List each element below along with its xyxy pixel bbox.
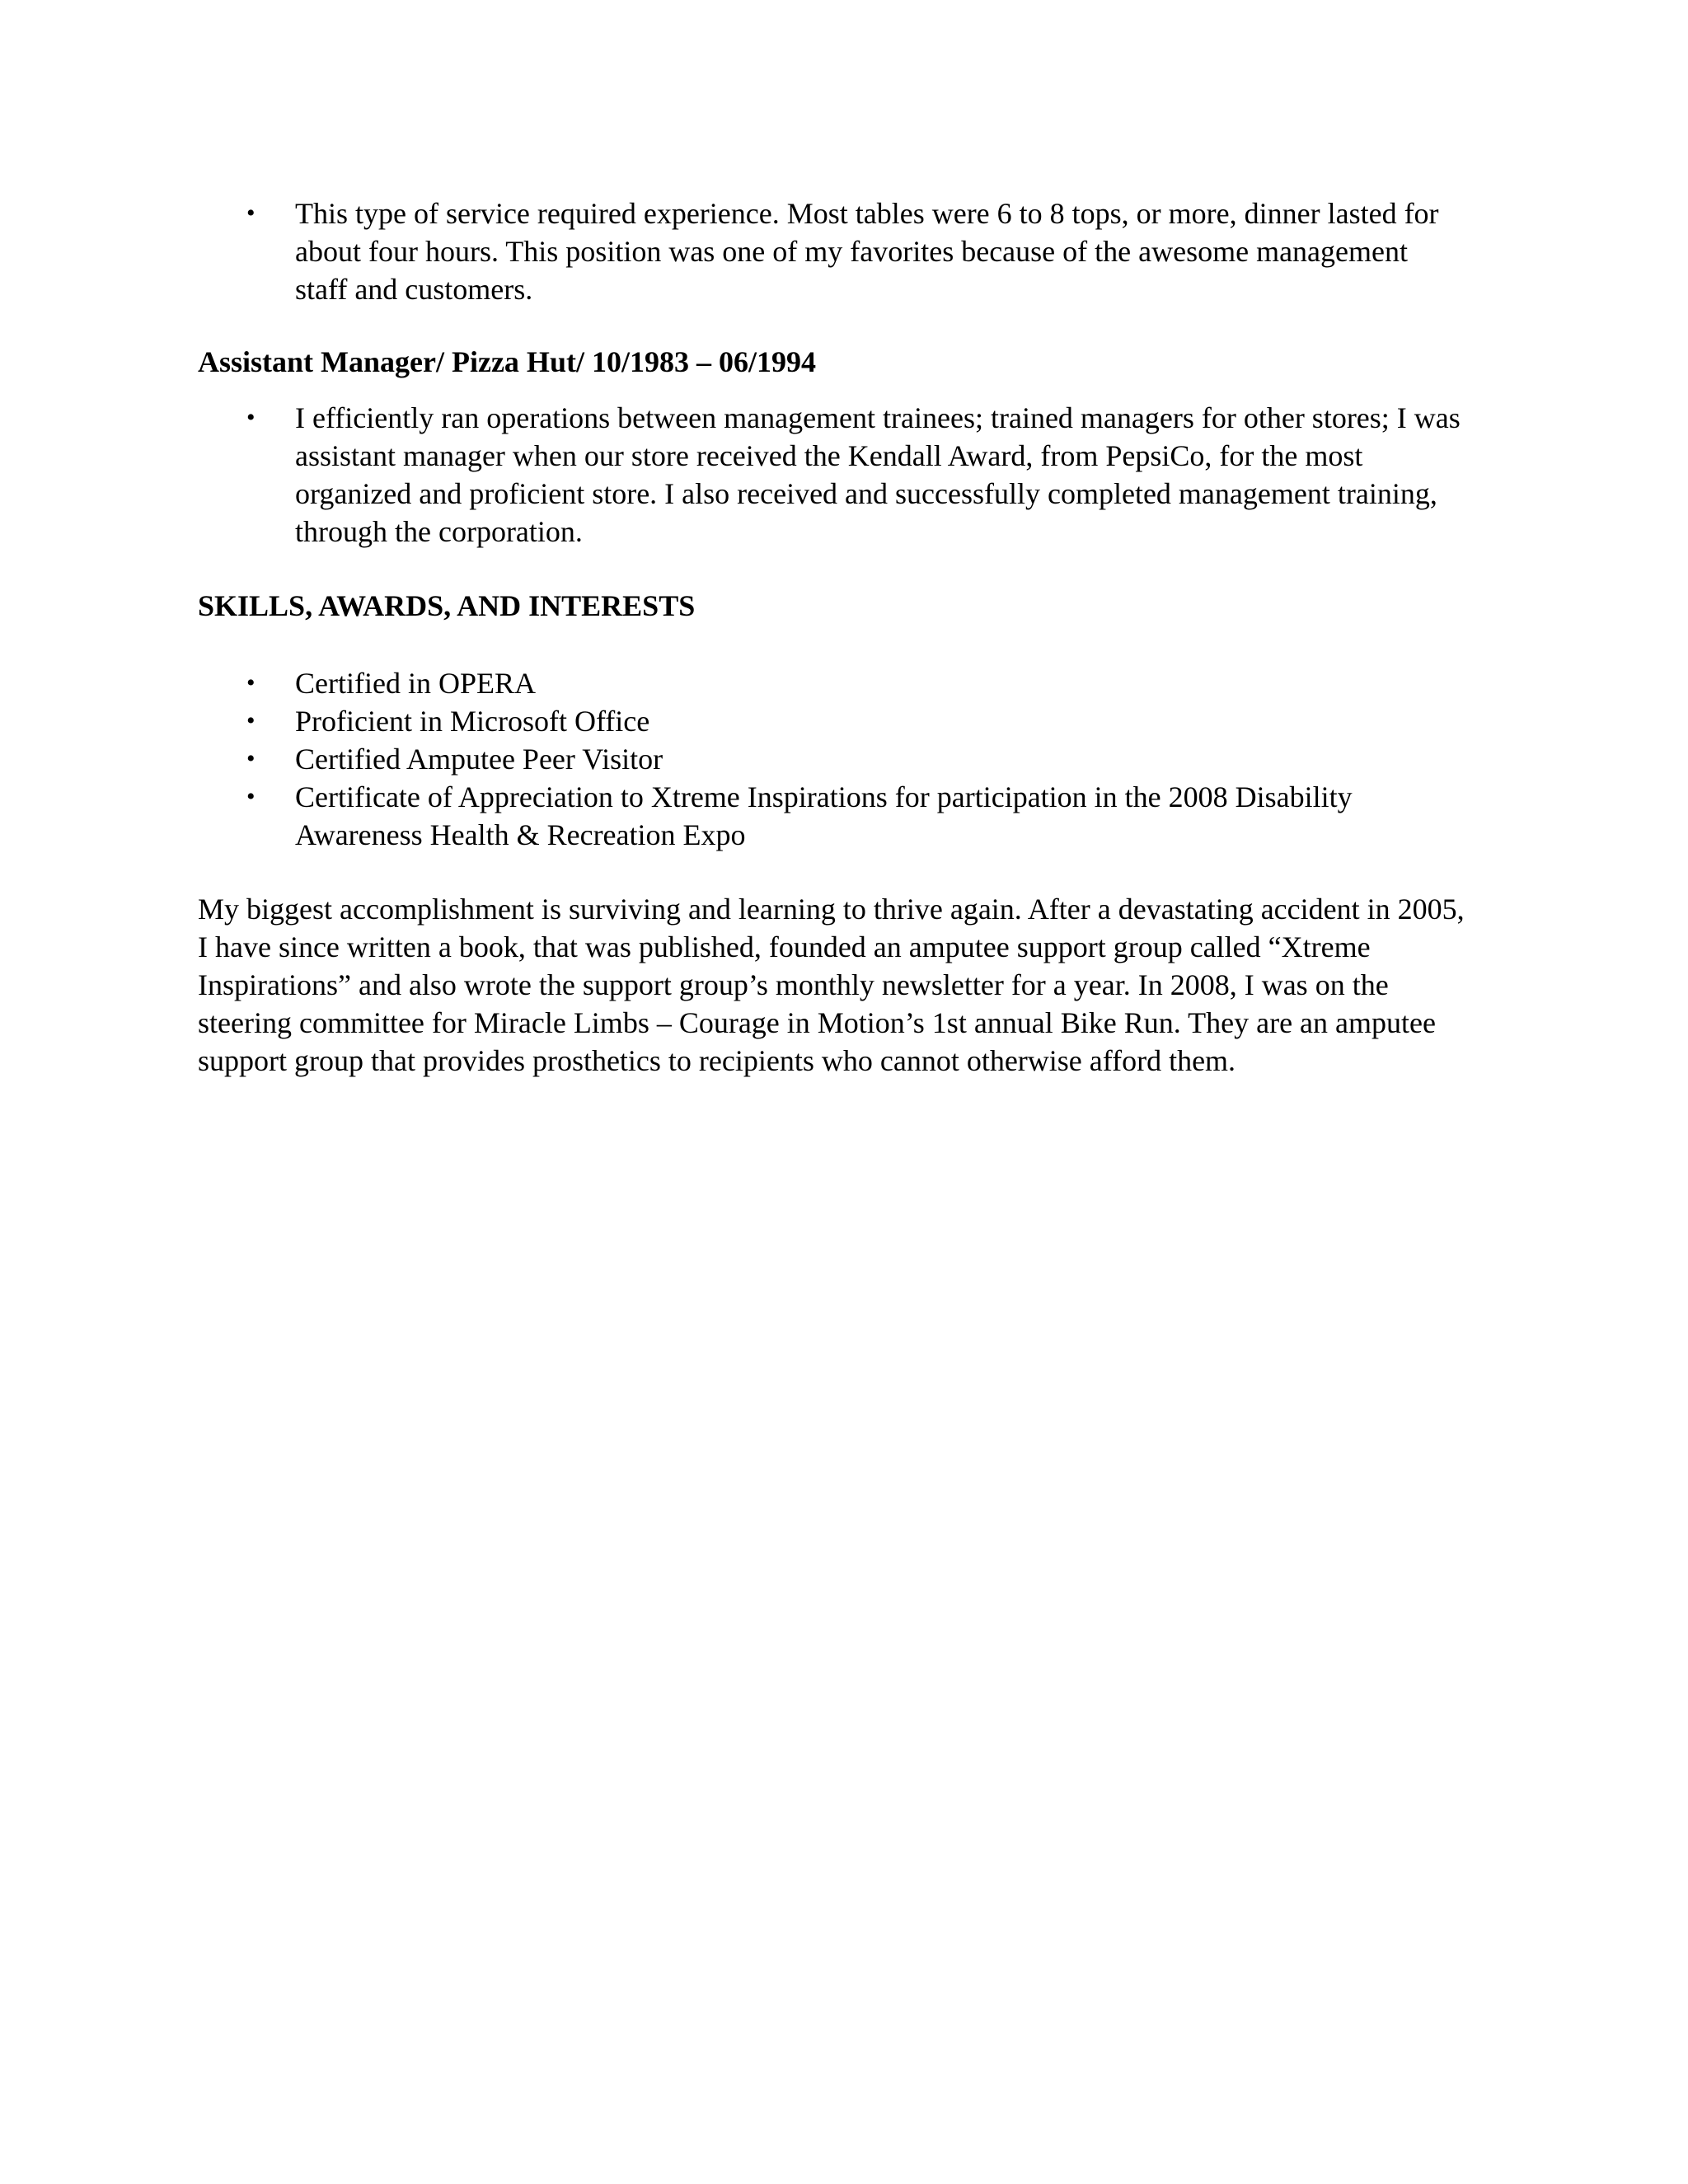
section-heading: SKILLS, AWARDS, AND INTERESTS <box>198 589 696 622</box>
job-bullet-list <box>198 399 1467 551</box>
bullet-text: Certified in OPERA <box>295 667 536 700</box>
skills-bullet-list <box>198 664 1467 854</box>
bullet-icon: • <box>246 404 256 431</box>
job-heading: Assistant Manager/ Pizza Hut/ 10/1983 – 06/1994 <box>198 345 816 378</box>
bullet-text: Certified Amputee Peer Visitor <box>295 743 663 776</box>
bullet-icon: • <box>246 707 256 734</box>
list-item <box>198 664 1467 702</box>
bullet-text: Proficient in Microsoft Office <box>295 705 650 738</box>
list-item <box>198 778 1467 854</box>
bullet-icon: • <box>246 745 256 772</box>
bullet-text: This type of service required experience. Most tables were 6 to 8 tops, or more, dinner lasted for about four hours. This position was one of my favorites because of the awesome management staff and customers. <box>295 197 1439 306</box>
page-content <box>198 194 1467 1080</box>
bullet-icon: • <box>246 199 256 227</box>
bullet-icon: • <box>246 669 256 696</box>
intro-bullet-list <box>198 194 1467 308</box>
list-item <box>198 194 1467 308</box>
bullet-text: I efficiently ran operations between management trainees; trained managers for other stores; I was assistant manager when our store received the Kendall Award, from PepsiCo, for the most organized and proficient store. I also received and successfully completed management training, through the corporation. <box>295 401 1461 548</box>
list-item <box>198 702 1467 740</box>
closing-paragraph: My biggest accomplishment is surviving and learning to thrive again. After a devastating accident in 2005, I have since written a book, that was published, founded an amputee support group called “Xtreme Inspirations” and also wrote the support group’s monthly newsletter for a year. In 2008, I was on the steering committee for Miracle Limbs – Courage in Motion’s 1st annual Bike Run. They are an amputee support group that provides prosthetics to recipients who cannot otherwise afford them. <box>198 893 1465 1077</box>
bullet-icon: • <box>246 783 256 810</box>
list-item <box>198 740 1467 778</box>
list-item <box>198 399 1467 551</box>
bullet-text: Certificate of Appreciation to Xtreme Inspirations for participation in the 2008 Disability Awareness Health & Recreation Expo <box>295 780 1353 851</box>
